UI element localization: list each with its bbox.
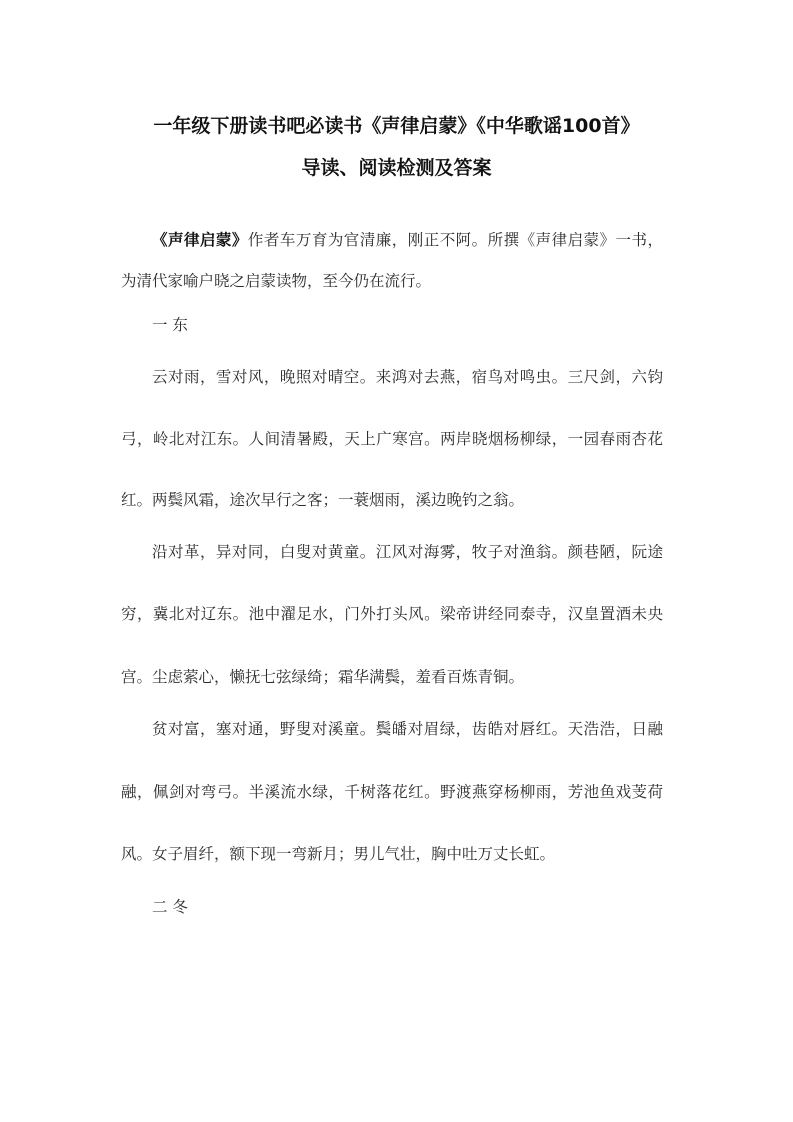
intro-book-name: 《声律启蒙》 xyxy=(152,231,248,249)
section-heading-1: 一 东 xyxy=(152,316,188,334)
intro-line-1-text: 作者车万育为官清廉，刚正不阿。所撰《声律启蒙》一书， xyxy=(247,231,663,249)
verse-2-line-2: 穷，冀北对辽东。池中濯足水，门外打头风。梁帝讲经同泰寺，汉皇置酒未央 xyxy=(121,605,663,623)
intro-line-2: 为清代家喻户晓之启蒙读物，至今仍在流行。 xyxy=(121,272,432,290)
verse-1-line-1: 云对雨，雪对风，晚照对晴空。来鸿对去燕，宿鸟对鸣虫。三尺剑，六钧 xyxy=(152,368,663,386)
intro-line-1 xyxy=(152,229,663,251)
verse-1-line-3: 红。两鬓风霜，途次早行之客；一蓑烟雨，溪边晚钓之翁。 xyxy=(121,491,525,509)
verse-3-line-1: 贫对富，塞对通，野叟对溪童。鬓皤对眉绿，齿皓对唇红。天浩浩，日融 xyxy=(152,720,663,738)
section-heading-2: 二 冬 xyxy=(152,898,188,916)
verse-1-line-2: 弓，岭北对江东。人间清暑殿，天上广寒宫。两岸晓烟杨柳绿，一园春雨杏花 xyxy=(121,430,663,448)
document-title-line-1: 一年级下册读书吧必读书《声律启蒙》《中华歌谣100首》 xyxy=(153,115,640,137)
document-title-line-2: 导读、阅读检测及答案 xyxy=(301,157,492,179)
verse-2-line-1: 沿对革，异对同，白叟对黄童。江风对海雾，牧子对渔翁。颜巷陋，阮途 xyxy=(152,543,663,561)
verse-3-line-2: 融，佩剑对弯弓。半溪流水绿，千树落花红。野渡燕穿杨柳雨，芳池鱼戏芰荷 xyxy=(121,783,663,801)
verse-3-line-3: 风。女子眉纤，额下现一弯新月；男儿气壮，胸中吐万丈长虹。 xyxy=(121,845,556,863)
verse-2-line-3: 宫。尘虑萦心，懒抚七弦绿绮；霜华满鬓，羞看百炼青铜。 xyxy=(121,668,525,686)
